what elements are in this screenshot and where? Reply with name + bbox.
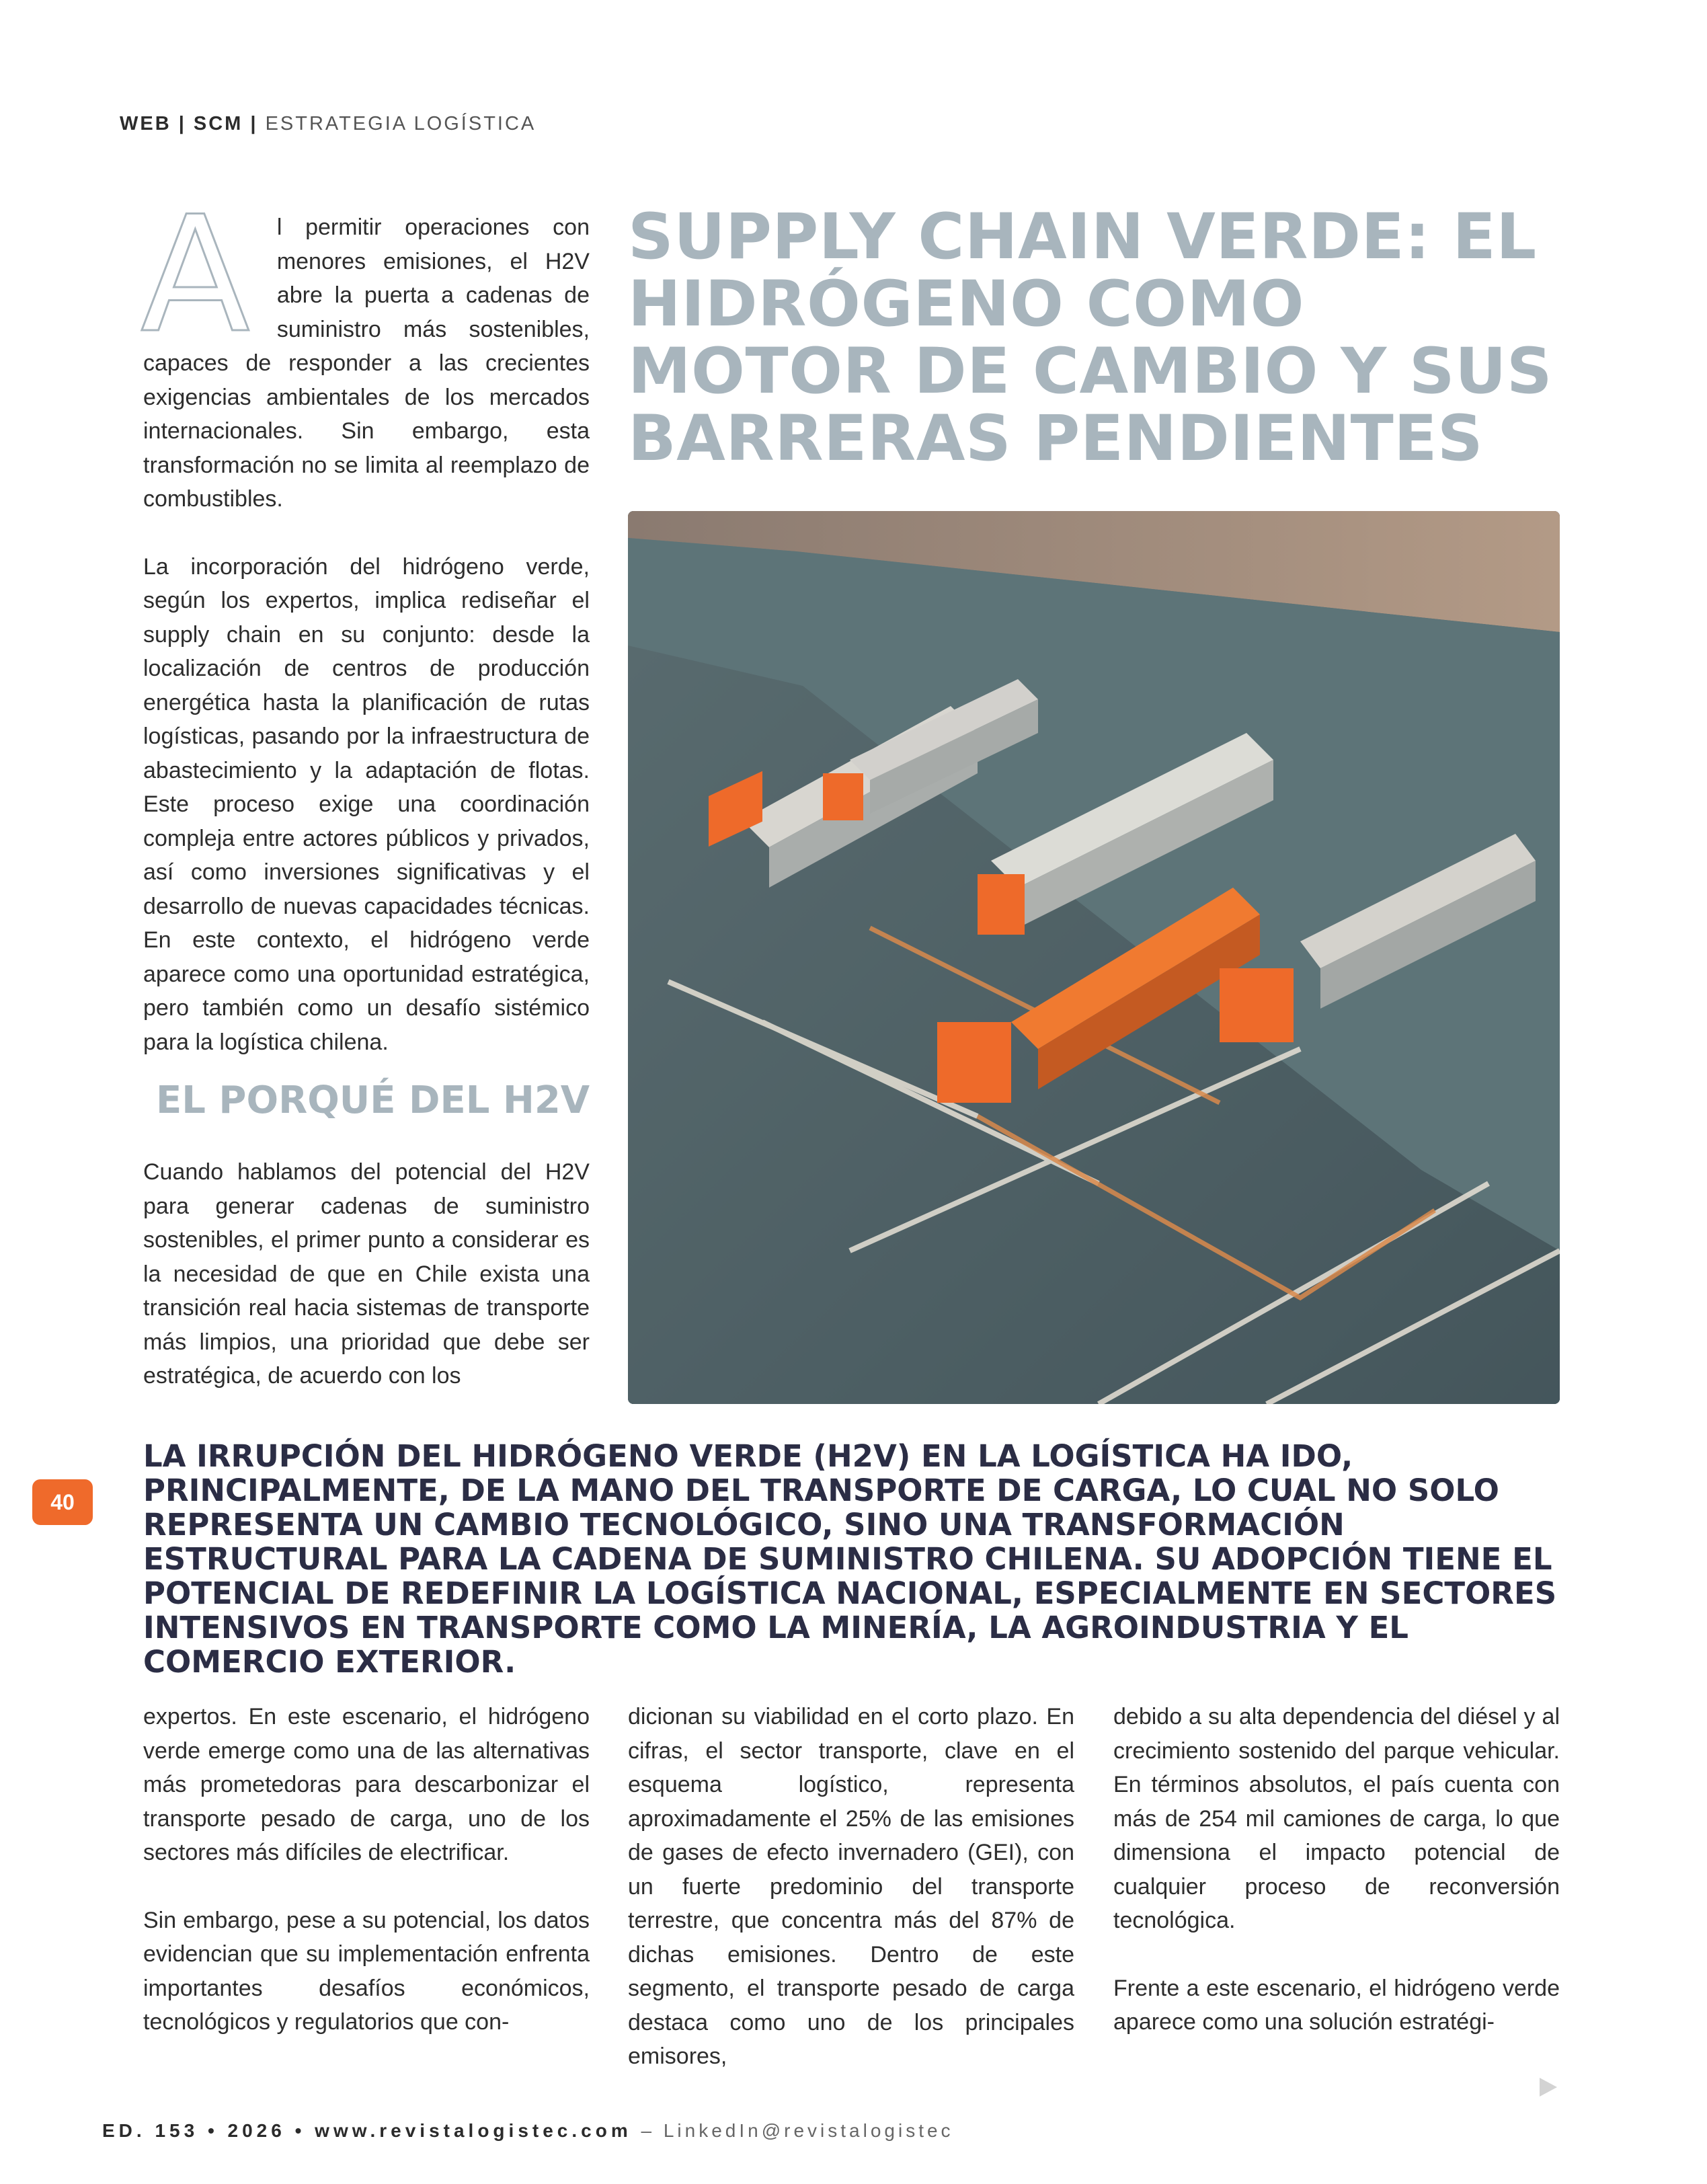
page-number-badge: 40 — [32, 1479, 93, 1525]
section-tag-secondary: ESTRATEGIA LOGÍSTICA — [265, 113, 537, 134]
body-column-3-paragraph-1: debido a su alta dependencia del diésel y al crecimiento sostenido del parque vehicular. En términos absolutos, el país cuenta con más de 254 mil camiones de carga, lo que dimensiona el impacto potencial de cualquier proceso de reconversión tecnológica. — [1113, 1704, 1560, 1933]
intro-paragraph-1 — [141, 182, 590, 516]
page-footer — [102, 2120, 954, 2142]
section-subhead: EL PORQUÉ DEL H2V — [156, 1079, 590, 1122]
warehouse-trucks-illustration — [628, 511, 1560, 1404]
footer-social: – LinkedIn@revistalogistec — [641, 2120, 954, 2141]
drop-cap: A — [141, 182, 250, 368]
intro-paragraph-1-text: l permitir operaciones con menores emisiones, el H2V abre la puerta a cadenas de suministro más sostenibles, capaces de responder a las crecientes exigencias ambientales de los mercados internacionales. Sin embargo, esta transformación no se limita al reemplazo de combustibles. — [143, 214, 590, 512]
section-paragraph-1: Cuando hablamos del potencial del H2V para generar cadenas de suministro sostenibles, el primer punto a considerar es la necesidad de que en Chile exista una transición real hacia sistemas de transporte más limpios, una prioridad que debe ser estratégica, de acuerdo con los — [143, 1159, 590, 1389]
pull-quote: LA IRRUPCIÓN DEL HIDRÓGENO VERDE (H2V) EN LA LOGÍSTICA HA IDO, PRINCIPALMENTE, DE LA MANO DEL TRANSPORTE DE CARGA, LO CUAL NO SOLO REPRESENTA UN CAMBIO TECNOLÓGICO, SINO UNA TRANSFORMACIÓN ESTRUCTURAL PARA LA CADENA DE SUMINISTRO CHILENA. SU ADOPCIÓN TIENE EL POTENCIAL DE REDEFINIR LA LOGÍSTICA NACIONAL, ESPECIALMENTE EN SECTORES INTENSIVOS EN TRANSPORTE COMO LA MINERÍA, LA AGROINDUSTRIA Y EL COMERCIO EXTERIOR. — [143, 1438, 1557, 1680]
body-column-1 — [143, 1700, 590, 2039]
article-headline: SUPPLY CHAIN VERDE: EL HIDRÓGENO COMO MOTOR DE CAMBIO Y SUS BARRERAS PENDIENTES — [628, 200, 1553, 475]
next-page-arrow-icon[interactable] — [1540, 2078, 1557, 2097]
intro-paragraph-2: La incorporación del hidrógeno verde, según los expertos, implica rediseñar el supply chain en su conjunto: desde la localización de centros de producción energética hasta la planificación de rutas logísticas, pasando por la infraestructura de abastecimiento y la adaptación de flotas. Este proceso exige una coordinación compleja entre actores públicos y privados, así como inversiones significativas y el desarrollo de nuevas capacidades técnicas. En este contexto, el hidrógeno verde aparece como una oportunidad estratégica, pero también como un desafío sistémico para la logística chilena. — [143, 553, 590, 1055]
body-column-1-paragraph-2: Sin embargo, pese a su potencial, los datos evidencian que su implementación enfrenta importantes desafíos económicos, tecnológicos y regulatorios que con- — [143, 1907, 590, 2035]
body-column-3 — [1113, 1700, 1560, 2039]
footer-edition: ED. 153 • 2026 • www.revistalogistec.com — [102, 2120, 632, 2141]
section-column — [143, 1155, 590, 1393]
section-tag — [120, 113, 536, 135]
logistics-warehouse-photo — [628, 511, 1560, 1404]
body-column-1-paragraph-1: expertos. En este escenario, el hidrógeno verde emerge como una de las alternativas más prometedoras para descarbonizar el transporte pesado de carga, uno de los sectores más difíciles de electrificar. — [143, 1704, 590, 1865]
body-column-2-paragraph-1: dicionan su viabilidad en el corto plazo. En cifras, el sector transporte, clave en el esquema logístico, representa aproximadamente el 25% de las emisiones de gases de efecto invernadero (GEI), con un fuerte predominio del transporte terrestre, que concentra más del 87% de dichas emisiones. Dentro de este segmento, el transporte pesado de carga destaca como uno de los principales emisores, — [628, 1704, 1074, 2069]
body-column-2 — [628, 1700, 1074, 2074]
section-tag-primary: WEB | SCM | — [120, 113, 258, 134]
intro-column — [141, 182, 590, 1059]
body-column-3-paragraph-2: Frente a este escenario, el hidrógeno verde aparece como una solución estratégi- — [1113, 1975, 1560, 2035]
